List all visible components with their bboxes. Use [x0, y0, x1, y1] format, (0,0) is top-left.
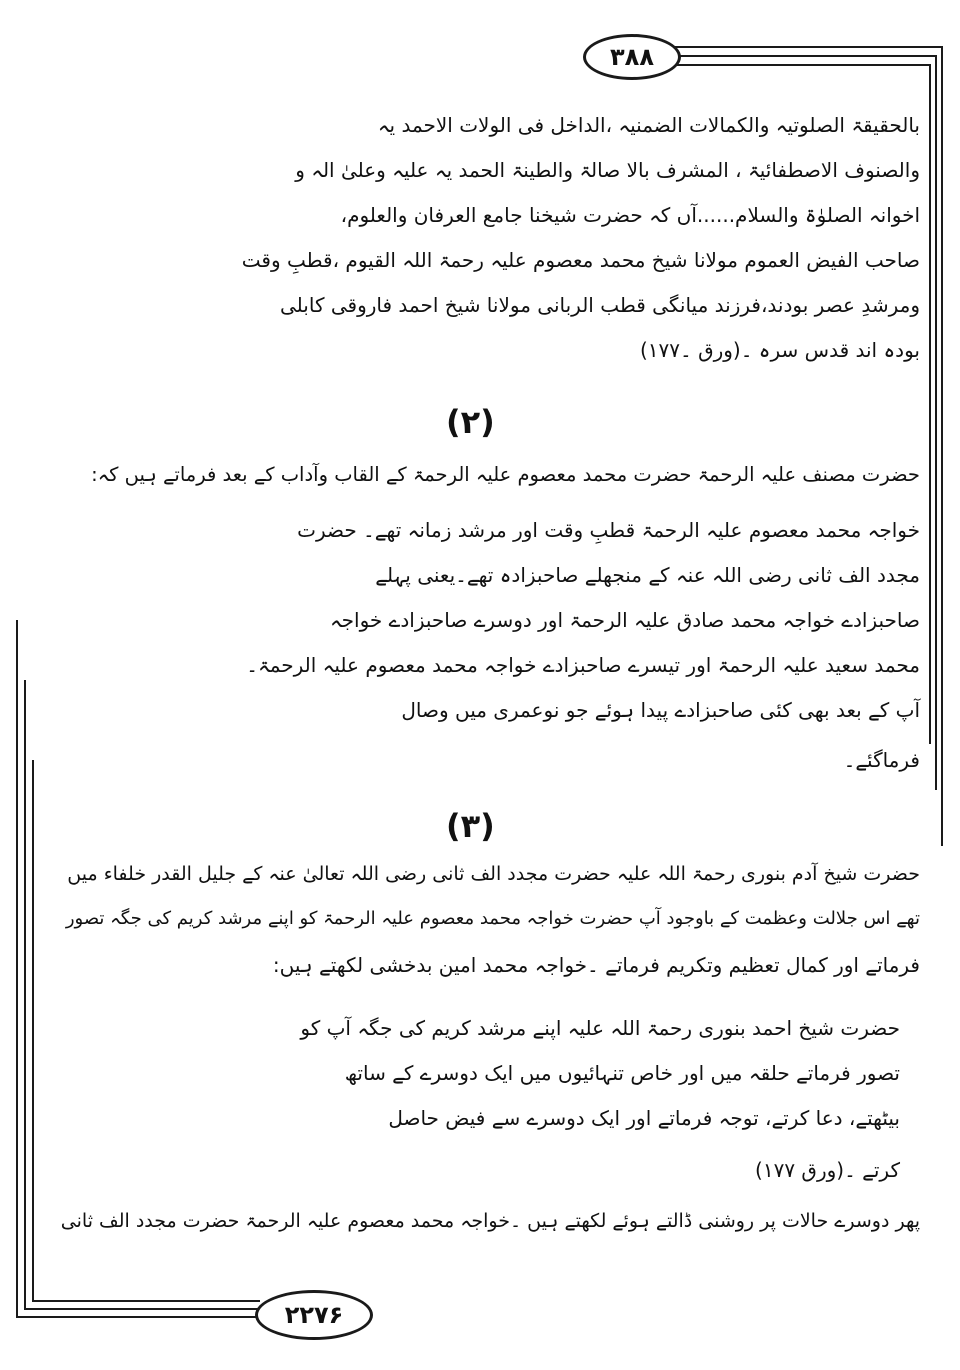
section2-heading: (۲): [446, 403, 495, 441]
section1-line: بودہ اند قدس سرہ ۔(ورق ۔۱۷۷): [639, 338, 920, 362]
section3-quote-line: تصور فرماتے حلقہ میں اور خاص تنہائیوں میں ایک دوسرے کے ساتھ: [344, 1061, 900, 1085]
footer-page-number: [255, 1290, 373, 1340]
section3-intro-line: حضرت شیخ آدم بنوری رحمۃ اللہ علیہ حضرت مجدد الف ثانی رضی اللہ تعالیٰ عنہ کے جلیل القدر خلفاء میں: [67, 863, 920, 885]
frame-right-line-inner: [929, 64, 931, 744]
section2-quote-line: آپ کے بعد بھی کئی صاحبزادے پیدا ہوئے جو نوعمری میں وصال: [401, 698, 920, 722]
section1-line: اخوانہ الصلوٰۃ والسلام......آں کہ حضرت شیخنا جامع العرفان والعلوم،: [340, 203, 920, 227]
section1-paragraph: [150, 0, 920, 400]
section2-intro-line: حضرت مصنف علیہ الرحمۃ حضرت محمد معصوم علیہ الرحمۃ کے القاب وآداب کے بعد فرماتے ہیں کہ:: [91, 463, 920, 486]
section2-quote-line: صاحبزادے خواجہ محمد صادق علیہ الرحمۃ اور دوسرے صاحبزادے خواجہ: [329, 608, 920, 632]
header-page-number-text: ۳۸۸: [610, 43, 654, 71]
section3-heading: (۳): [446, 807, 495, 845]
section1-line: بالحقیقۃ الصلوتیہ والکمالات الضمنیہ ،الداخل فی الولات الاحمد یہ: [377, 113, 920, 137]
frame-left-line-outer: [16, 620, 18, 1318]
section3-closing-line: پھر دوسرے حالات پر روشنی ڈالتے ہوئے لکھتے ہیں ۔خواجہ محمد معصوم علیہ الرحمۃ حضرت مجدد الف ثانی: [60, 1210, 920, 1232]
section3-intro-line: فرماتے اور کمال تعظیم وتکریم فرماتے ۔خواجہ محمد امین بدخشی لکھتے ہیں:: [272, 953, 920, 977]
section3-intro: [60, 855, 920, 1005]
section2-quote-line: محمد سعید علیہ الرحمۃ اور تیسرے صاحبزادے خواجہ محمد معصوم علیہ الرحمۃ۔: [246, 653, 920, 677]
section2-quote: [150, 510, 920, 810]
section2-intro: [80, 460, 920, 500]
frame-bottom-line-outer: [16, 1316, 260, 1318]
section3-intro-line: تھے اس جلالت وعظمت کے باوجود آپ حضرت خواجہ محمد معصوم علیہ الرحمۃ کو اپنے مرشد کریم کی جگہ تصور: [65, 908, 920, 929]
section3-quote-line: حضرت شیخ احمد بنوری رحمۃ اللہ علیہ اپنے مرشد کریم کی جگہ آپ کو: [300, 1016, 900, 1040]
frame-bottom-line-middle: [24, 1308, 260, 1310]
section3-quote-line: کرتے ۔(ورق ۱۷۷): [755, 1158, 900, 1182]
frame-right-line-outer: [941, 46, 943, 846]
section2-quote-line: خواجہ محمد معصوم علیہ الرحمۃ قطبِ وقت اور مرشد زمانہ تھے۔ حضرت: [297, 518, 920, 542]
frame-right-line-middle: [935, 55, 937, 790]
section1-line: ومرشدِ عصر بودند،فرزند میانگی قطب الربانی مولانا شیخ احمد فاروقی کابلی: [280, 293, 920, 317]
frame-left-line-middle: [24, 680, 26, 1310]
section3-quote: [200, 1000, 900, 1200]
frame-left-line-inner: [32, 760, 34, 1302]
footer-page-number-text: ۲۲۷۶: [284, 1301, 344, 1329]
frame-bottom-line-inner: [32, 1300, 260, 1302]
section2-quote-line: مجدد الف ثانی رضی اللہ عنہ کے منجھلے صاحبزادہ تھے۔یعنی پہلے: [375, 563, 920, 587]
section1-line: والصنوف الاصطفائیۃ ، المشرف بالا صالۃ والطینۃ الحمد یہ علیہ وعلیٰ الہ و: [295, 158, 920, 182]
section1-line: صاحب الفیض العموم مولانا شیخ محمد معصوم علیہ رحمۃ اللہ القیوم ،قطبِ وقت: [241, 248, 920, 272]
section3-quote-line: بیٹھتے، دعا کرتے، توجہ فرماتے اور ایک دوسرے سے فیض حاصل: [388, 1106, 900, 1130]
section2-quote-line: فرماگئے۔: [843, 748, 920, 772]
section3-closing: [60, 1200, 920, 1240]
